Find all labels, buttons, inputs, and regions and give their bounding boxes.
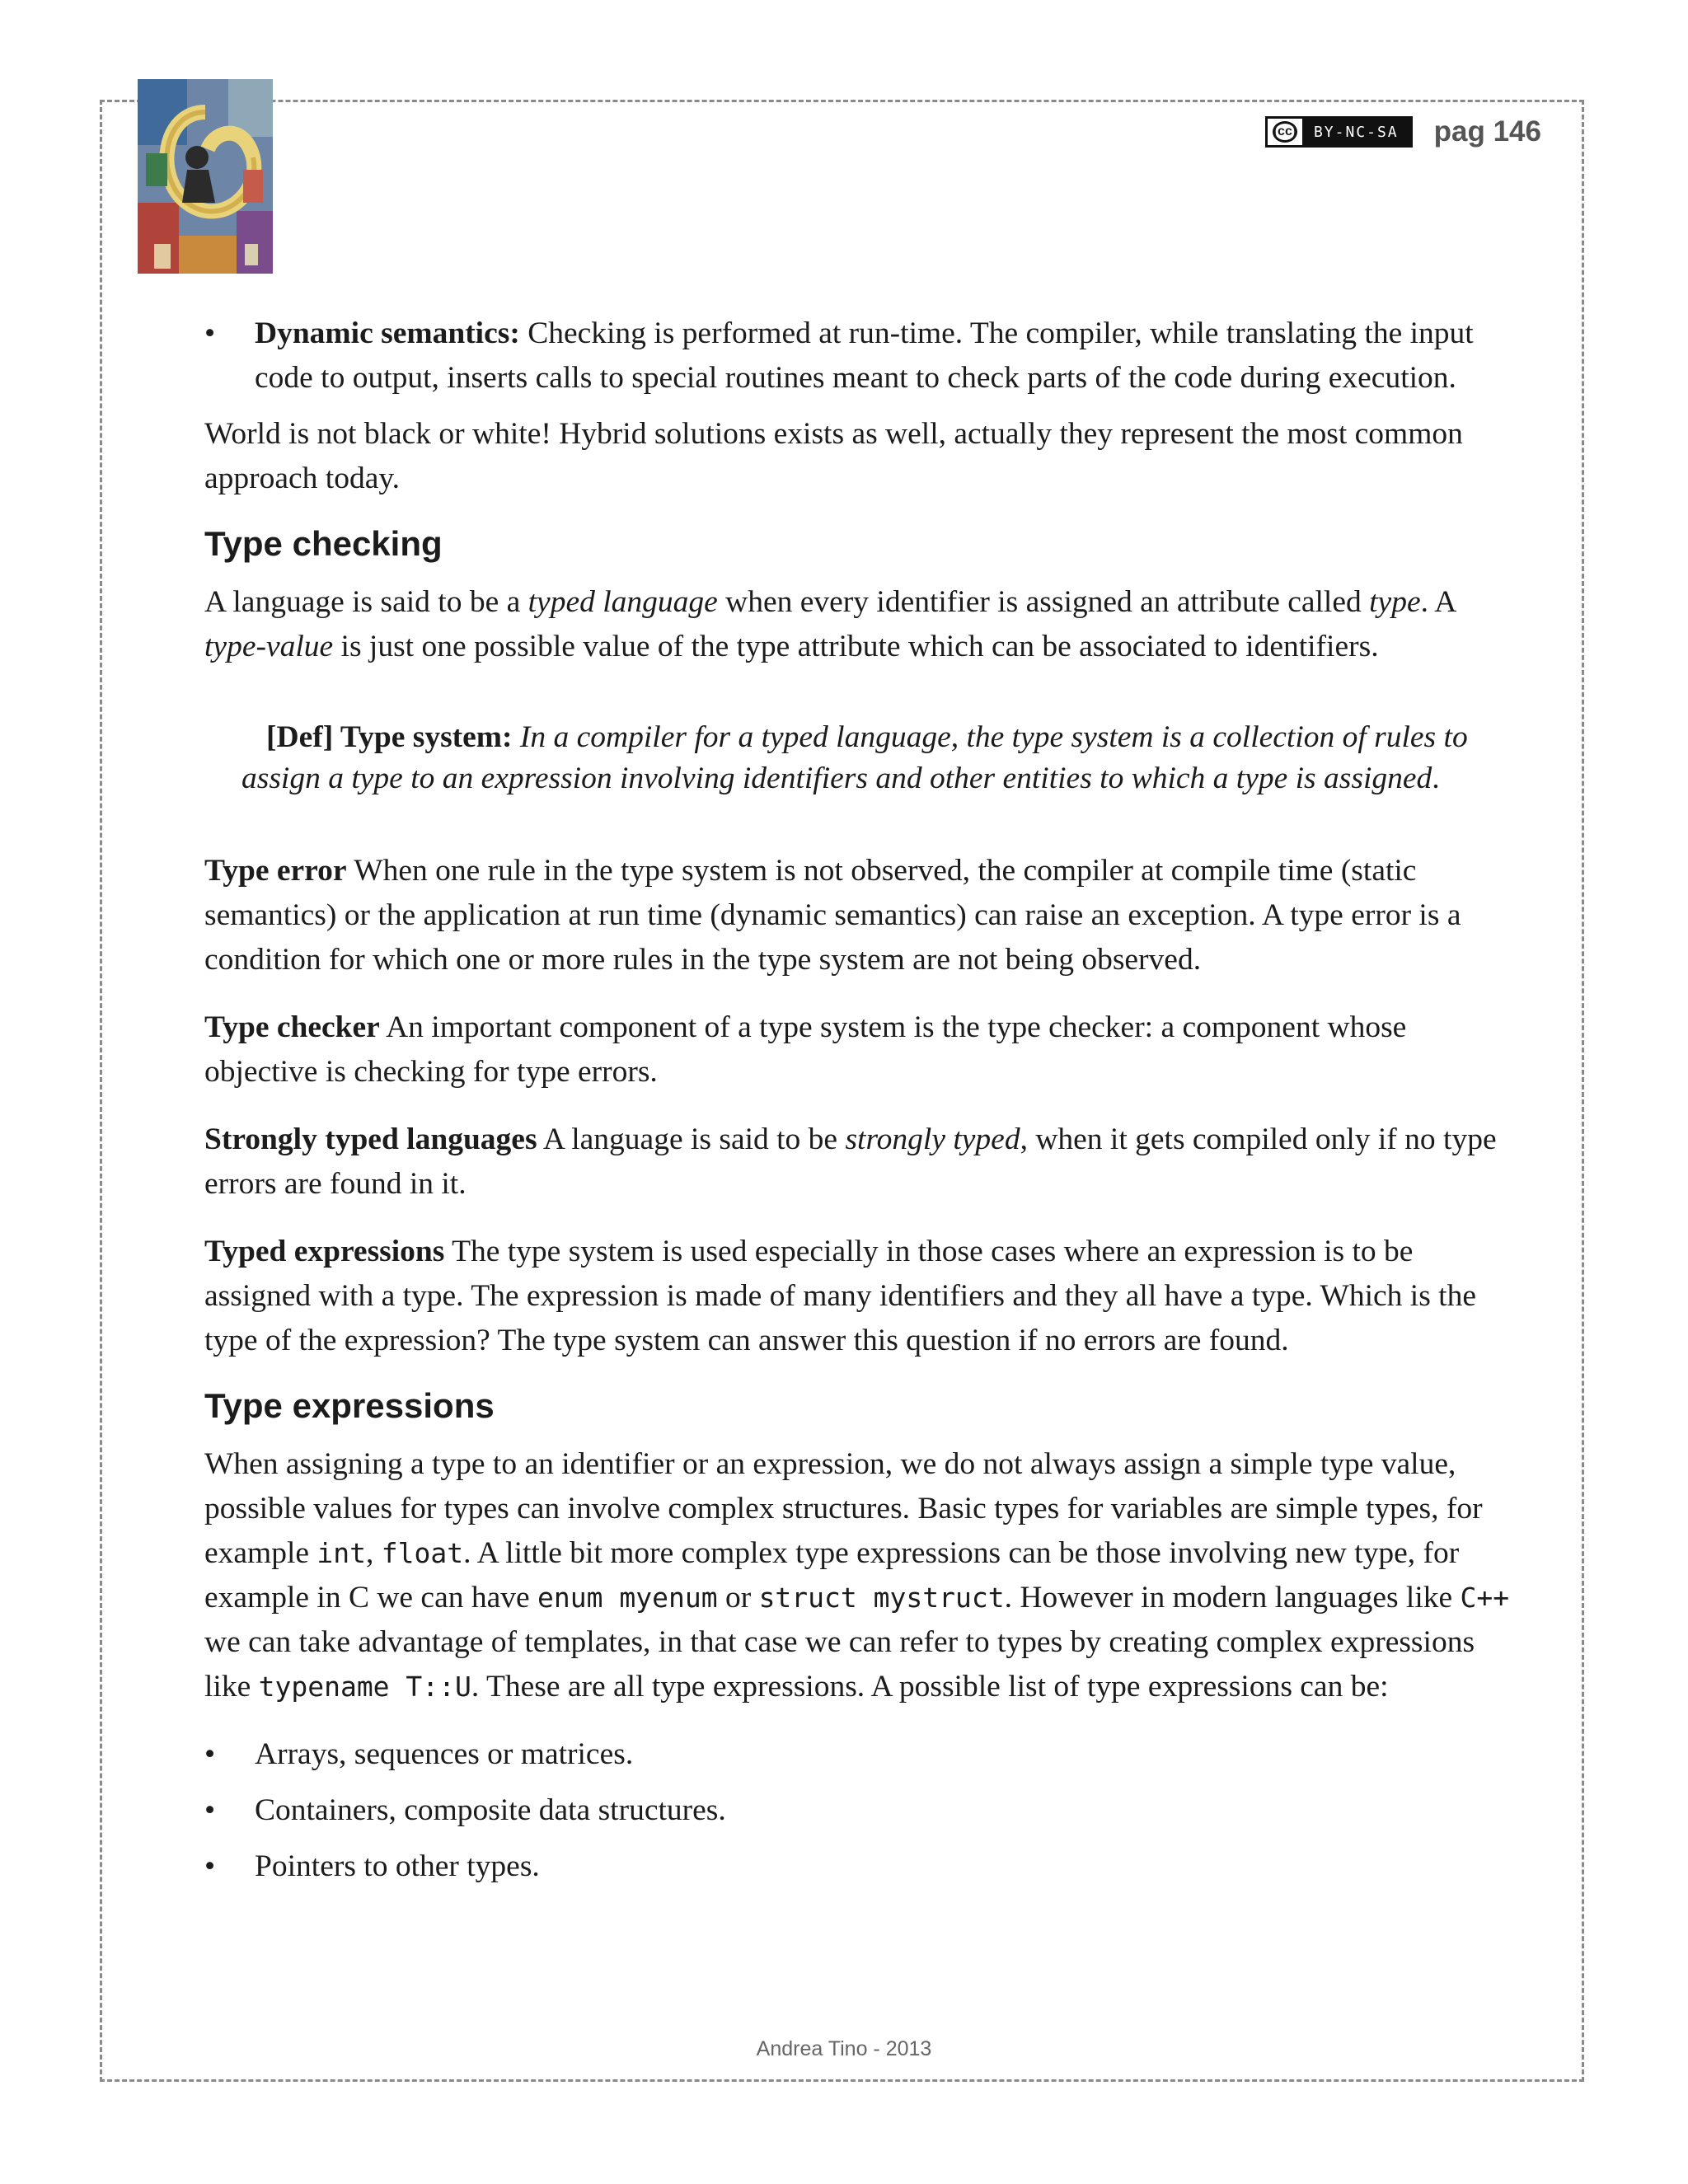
bullet-icon: • (204, 316, 216, 350)
em-strongly-typed: strongly typed (845, 1122, 1020, 1156)
code-float: float (381, 1537, 464, 1569)
page-footer: Andrea Tino - 2013 (756, 2037, 932, 2060)
list-item (204, 1788, 1511, 1833)
bullet-icon: • (204, 1793, 216, 1827)
text-run: . A little bit more complex type expressions can be those involving new type, for example in C we can have (204, 1536, 1460, 1615)
cc-logo-icon (1268, 119, 1302, 145)
term-strongly-typed: Strongly typed languages (204, 1122, 537, 1156)
bullet-icon: • (204, 1737, 216, 1771)
definition-type-system (241, 717, 1478, 799)
list-item-text: Arrays, sequences or matrices. (255, 1737, 634, 1771)
em-type-value: type-value (204, 630, 334, 663)
term-type-error: Type error (204, 854, 347, 888)
type-error-text: When one rule in the type system is not observed, the compiler at compile time (static semantics) or the application at run time (dynamic semantics) can raise an exception. A type error is a condition for which one or more rules in the type system are not being observed. (204, 854, 1461, 977)
definition-text: In a compiler for a typed language, the type system is a collection of rules to assign a type to an expression involving identifiers and other entities to which a type is assigned (241, 720, 1468, 795)
text-run: A language is said to be a (204, 585, 528, 619)
list-item (204, 1844, 1511, 1889)
text-run: when every identifier is assigned an attribute called (717, 585, 1370, 619)
license-label: BY-NC-SA (1302, 119, 1410, 145)
type-error-paragraph (204, 849, 1511, 982)
text-run: . A (1420, 585, 1456, 619)
dynamic-semantics-text: Checking is performed at run-time. The compiler, while translating the input code to output, inserts calls to special routines meant to check parts of the code during execution. (255, 316, 1474, 395)
list-item-text: Pointers to other types. (255, 1849, 540, 1883)
em-type: type (1369, 585, 1421, 619)
bullet-icon: • (204, 1849, 216, 1883)
text-run: is just one possible value of the type attribute which can be associated to identifiers. (333, 630, 1379, 663)
text-run: we can take advantage of templates, in that case we can refer to types by creating complex expressions like (204, 1625, 1475, 1704)
term-typed-expressions: Typed expressions (204, 1235, 445, 1268)
strongly-typed-paragraph (204, 1118, 1511, 1207)
heading-type-expressions: Type expressions (204, 1386, 495, 1425)
typed-expressions-text: The type system is used especially in those cases where an expression is to be assigned with a type. The expression is made of many identifiers and they all have a type. Which is the type of the expression? The type system can answer this question if no errors are found. (204, 1235, 1476, 1357)
text-run: . These are all type expressions. A possible list of type expressions can be: (471, 1670, 1389, 1704)
term-type-checker: Type checker (204, 1010, 380, 1044)
page-header (1265, 115, 1541, 148)
code-enum: enum myenum (537, 1582, 718, 1614)
type-checker-paragraph (204, 1005, 1511, 1094)
text-run: or (717, 1581, 759, 1615)
code-struct: struct mystruct (758, 1582, 1005, 1614)
text-run: , (366, 1536, 382, 1570)
page-content (204, 312, 1511, 1900)
typed-expressions-paragraph (204, 1230, 1511, 1363)
list-item-dynamic-semantics (204, 312, 1511, 401)
cc-logo-text: (cc) (1273, 121, 1297, 143)
list-item-text: Containers, composite data structures. (255, 1793, 726, 1827)
text-run: A language is said to be (537, 1122, 846, 1156)
code-typename: typename T::U (258, 1671, 471, 1703)
definition-end: . (1432, 762, 1440, 795)
definition-term: [Def] Type system: (266, 720, 513, 754)
cc-license-badge[interactable] (1265, 116, 1413, 148)
heading-type-checking: Type checking (204, 524, 443, 563)
intro-paragraph: World is not black or white! Hybrid solutions exists as well, actually they represent the most common approach today. (204, 417, 1463, 495)
type-expressions-paragraph (204, 1442, 1511, 1709)
typed-language-paragraph (204, 580, 1511, 669)
text-run: , when it gets compiled only if no type errors are found in it. (204, 1122, 1497, 1201)
type-expressions-list (204, 1732, 1511, 1889)
book-cover-image (138, 79, 273, 274)
page-number: pag 146 (1433, 115, 1541, 148)
list-item (204, 1732, 1511, 1777)
code-cpp: C++ (1460, 1582, 1510, 1614)
em-typed-language: typed language (528, 585, 718, 619)
code-int: int (316, 1537, 367, 1569)
cover-artwork (138, 79, 273, 274)
text-run: When assigning a type to an identifier or an expression, we do not always assign a simple type value, possible values for types can involve complex structures. Basic types for variables are simple types, for example (204, 1447, 1483, 1570)
term-dynamic-semantics: Dynamic semantics: (255, 316, 520, 350)
text-run: . However in modern languages like (1004, 1581, 1461, 1615)
type-checker-text: An important component of a type system is the type checker: a component whose objective is checking for type errors. (204, 1010, 1407, 1089)
